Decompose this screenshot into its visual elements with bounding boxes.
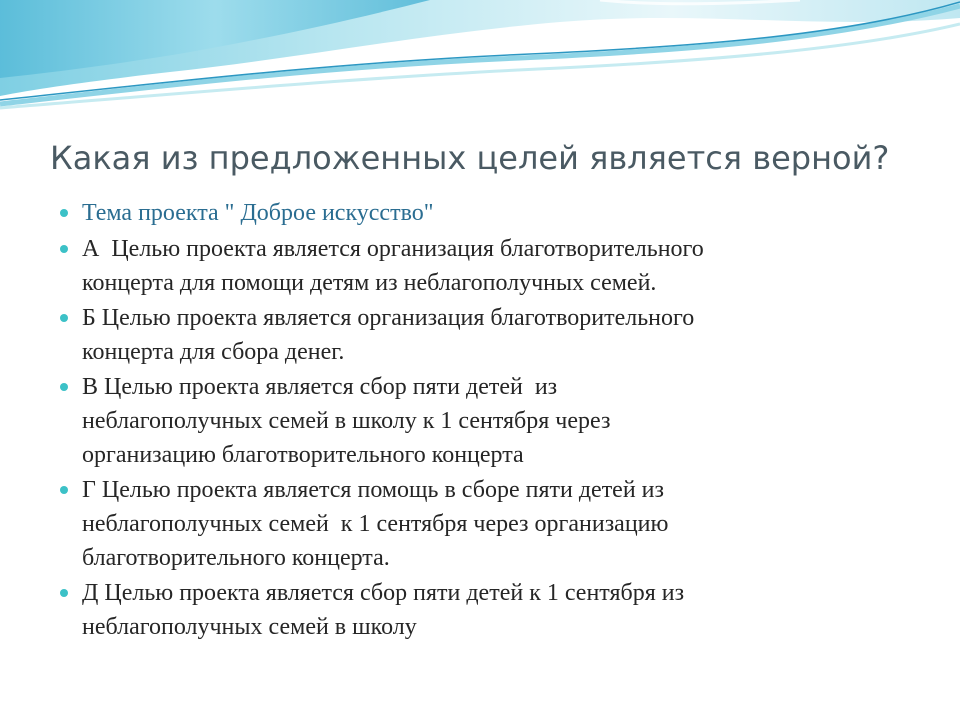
list-item-option-g (60, 473, 920, 575)
list-item-option-a (60, 232, 920, 300)
option-g-line-2: неблагополучных семей к 1 сентября через организацию (82, 511, 669, 537)
option-v-line-3: организацию благотворительного концерта (82, 442, 524, 468)
topic-text: Тема проекта " Доброе искусство" (82, 200, 434, 226)
option-g-line-1: Г Целью проекта является помощь в сборе пяти детей из (82, 477, 664, 503)
bullet-icon (60, 589, 68, 597)
option-v-line-1: В Целью проекта является сбор пяти детей из (82, 374, 558, 400)
option-b-line-2: концерта для сбора денег. (82, 339, 345, 365)
option-a-line-2: концерта для помощи детям из неблагополучных семей. (82, 270, 657, 296)
option-a-line-1: А Целью проекта является организация благотворительного (82, 236, 704, 262)
option-d-line-2: неблагополучных семей в школу (82, 614, 417, 640)
option-v-line-2: неблагополучных семей в школу к 1 сентября через (82, 408, 611, 434)
bullet-icon (60, 245, 68, 253)
list-item-topic (60, 196, 920, 230)
option-b-line-1: Б Целью проекта является организация благотворительного (82, 305, 695, 331)
bullet-icon (60, 383, 68, 391)
bullet-icon (60, 314, 68, 322)
answer-list (60, 196, 920, 645)
list-item-option-b (60, 301, 920, 369)
bullet-icon (60, 486, 68, 494)
list-item-option-d (60, 576, 920, 644)
option-g-line-3: благотворительного концерта. (82, 545, 390, 571)
bullet-icon (60, 209, 68, 217)
list-item-option-v (60, 370, 920, 472)
option-d-line-1: Д Целью проекта является сбор пяти детей к 1 сентября из (82, 580, 685, 606)
slide-title: Какая из предложенных целей является верной? (50, 139, 890, 177)
decorative-wave-banner (0, 0, 960, 130)
